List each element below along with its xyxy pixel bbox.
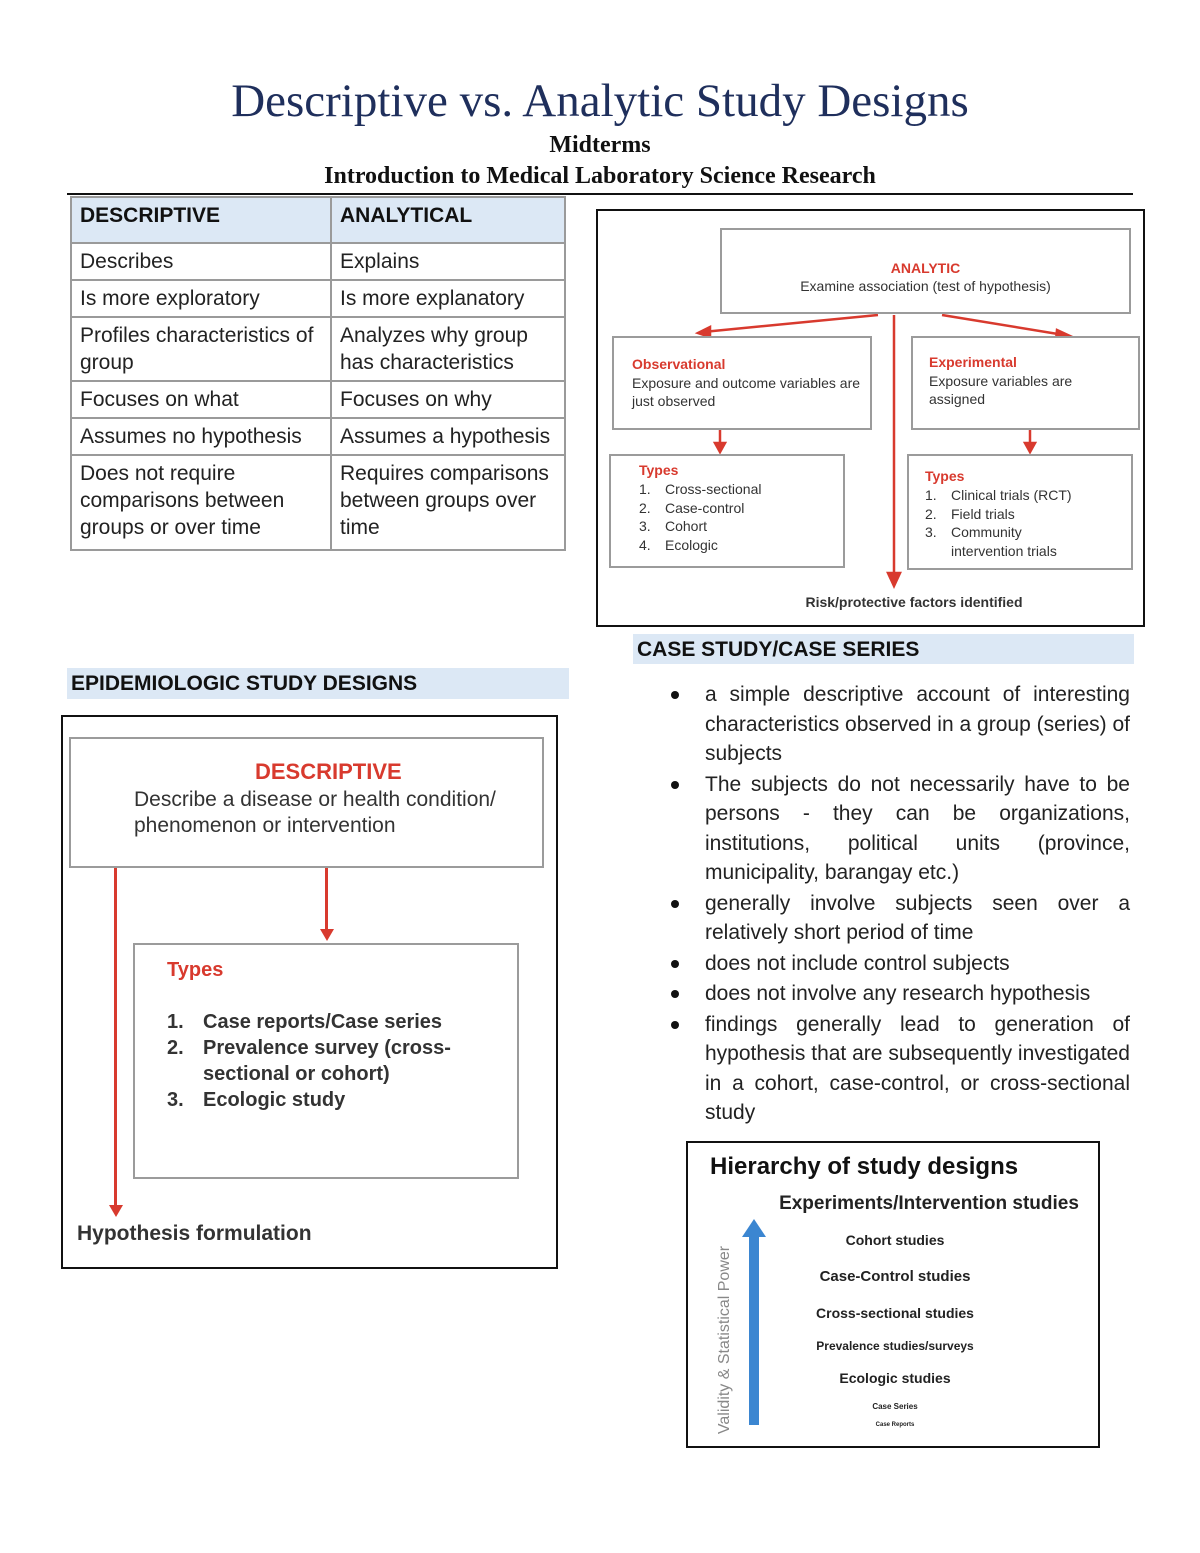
type-item: Prevalence survey (cross-sectional or cohort)	[203, 1037, 451, 1085]
hierarchy-diagram	[686, 1141, 1100, 1448]
list-item: 1. Cross-sectional	[639, 481, 762, 497]
table-cell: Does not require comparisons between groups or over time	[71, 455, 331, 550]
descriptive-types-list	[167, 1009, 507, 1113]
experimental-heading: Experimental	[929, 354, 1017, 370]
experimental-types-box	[907, 454, 1133, 570]
list-item	[668, 680, 1130, 769]
types-label: Types	[925, 468, 965, 484]
type-item: Case-control	[665, 499, 745, 516]
list-item: 3. Community intervention trials	[925, 523, 1121, 560]
table-row	[71, 243, 565, 280]
arrow-up-icon	[742, 1219, 766, 1237]
case-study-list	[668, 680, 1130, 1129]
table-cell: Analyzes why group has characteristics	[331, 317, 565, 381]
hierarchy-title: Hierarchy of study designs	[710, 1153, 1019, 1180]
bullet-text: The subjects do not necessarily have to be persons - they can be organizations, institutions, political units (province, municipality, barangay etc.)	[705, 772, 1130, 884]
list-item: 1. Clinical trials (RCT)	[925, 487, 1072, 503]
list-item	[167, 1035, 507, 1087]
risk-factors-label: Risk/protective factors identified	[805, 594, 1023, 610]
type-item: Cohort	[665, 518, 708, 534]
course-title: Introduction to Medical Laboratory Science Research	[324, 163, 876, 189]
hierarchy-level: Prevalence studies/surveys	[816, 1339, 974, 1353]
analytic-top-box	[720, 228, 1131, 314]
list-item	[167, 1087, 507, 1113]
list-item	[668, 1010, 1130, 1128]
analytic-diagram	[596, 209, 1145, 627]
observational-box	[612, 336, 872, 430]
hierarchy-level: Cohort studies	[845, 1232, 945, 1248]
experimental-types-list	[925, 486, 1121, 560]
table-row	[71, 455, 565, 550]
section-heading-epidemiologic: EPIDEMIOLOGIC STUDY DESIGNS	[67, 668, 569, 699]
observational-heading: Observational	[632, 356, 726, 372]
table-header-row	[71, 197, 565, 243]
type-item: Community intervention trials	[951, 524, 1057, 559]
descriptive-top-box	[69, 737, 544, 868]
table-cell: Assumes no hypothesis	[71, 418, 331, 455]
arrow-down-icon	[109, 1205, 123, 1217]
table-cell: Profiles characteristics of group	[71, 317, 331, 381]
hierarchy-level: Case Reports	[875, 1422, 915, 1428]
list-item: 2. Case-control	[639, 499, 745, 516]
types-label: Types	[167, 959, 224, 981]
bullet-text: does not involve any research hypothesis	[705, 982, 1091, 1005]
table-cell: Focuses on what	[71, 381, 331, 418]
descriptive-heading: DESCRIPTIVE	[255, 759, 402, 784]
section-heading-case-study: CASE STUDY/CASE SERIES	[633, 634, 1134, 664]
type-item: Case reports/Case series	[203, 1011, 443, 1033]
bullet-icon	[671, 1021, 679, 1029]
experimental-box	[911, 336, 1140, 430]
observational-types-box	[609, 454, 845, 568]
arrow-line	[114, 868, 117, 1208]
descriptive-diagram	[61, 715, 558, 1269]
hierarchy-level: Cross-sectional studies	[816, 1305, 974, 1321]
list-item: 3. Cohort	[639, 518, 708, 534]
bullet-text: findings generally lead to generation of hypothesis that are subsequently investigated in a cohort, case-control, or cross-sectional study	[705, 1012, 1130, 1124]
table-row	[71, 418, 565, 455]
type-item: Field trials	[951, 505, 1015, 522]
list-item	[167, 1009, 507, 1035]
observational-types-list	[639, 480, 761, 554]
hierarchy-level: Case Series	[872, 1402, 918, 1411]
bullet-text: a simple descriptive account of interesting characteristics observed in a group (series) of subjects	[705, 683, 1130, 765]
bullet-text: generally involve subjects seen over a relatively short period of time	[705, 891, 1130, 944]
table-cell: Assumes a hypothesis	[331, 418, 565, 455]
table-cell: Requires comparisons between groups over time	[331, 455, 565, 550]
list-item	[668, 889, 1130, 948]
type-item: Ecologic	[665, 536, 718, 553]
bullet-icon	[671, 960, 679, 968]
table-cell: Is more explanatory	[331, 280, 565, 317]
arrow-shaft	[749, 1235, 759, 1425]
bullet-text: does not include control subjects	[705, 951, 1010, 975]
bullet-icon	[671, 990, 679, 998]
list-item	[668, 770, 1130, 888]
observational-description: Exposure and outcome variables are just observed	[632, 375, 861, 409]
descriptive-types-box	[133, 943, 519, 1179]
hierarchy-level: Case-Control studies	[819, 1268, 971, 1285]
bullet-icon	[671, 781, 679, 789]
list-item: 2. Field trials	[925, 505, 1015, 522]
page-title: Descriptive vs. Analytic Study Designs	[231, 75, 969, 127]
hierarchy-level: Experiments/Intervention studies	[779, 1193, 1079, 1214]
arrow-down-icon	[320, 929, 334, 941]
page-subtitle: Midterms	[549, 132, 651, 158]
experimental-description: Exposure variables are assigned	[929, 373, 1073, 407]
list-item	[668, 979, 1130, 1009]
bullet-icon	[671, 691, 679, 699]
list-item	[668, 949, 1130, 979]
list-number: 1.	[167, 1011, 184, 1033]
list-number: 2.	[167, 1037, 184, 1059]
header-divider	[67, 193, 1133, 195]
type-item: Clinical trials (RCT)	[951, 487, 1072, 503]
hierarchy-axis-label: Validity & Statistical Power	[716, 1245, 733, 1435]
table-cell: Describes	[71, 243, 331, 280]
table-row	[71, 381, 565, 418]
table-cell: Focuses on why	[331, 381, 565, 418]
analytic-description: Examine association (test of hypothesis)	[800, 278, 1051, 294]
list-item: 4. Ecologic	[639, 536, 718, 553]
table-cell: Is more exploratory	[71, 280, 331, 317]
bullet-icon	[671, 900, 679, 908]
descriptive-description: Describe a disease or health condition/ phenomenon or intervention	[134, 788, 496, 837]
column-header-descriptive: DESCRIPTIVE	[71, 197, 331, 243]
hypothesis-formulation-label: Hypothesis formulation	[77, 1222, 312, 1245]
types-label: Types	[639, 462, 679, 478]
table-cell: Explains	[331, 243, 565, 280]
table-row	[71, 317, 565, 381]
hierarchy-level: Ecologic studies	[839, 1370, 951, 1386]
type-item: Cross-sectional	[665, 481, 762, 497]
list-number: 3.	[167, 1089, 184, 1111]
analytic-heading: ANALYTIC	[890, 260, 961, 276]
type-item: Ecologic study	[203, 1089, 346, 1111]
arrow-line	[325, 868, 328, 932]
column-header-analytical: ANALYTICAL	[331, 197, 565, 243]
table-row	[71, 280, 565, 317]
comparison-table	[70, 196, 566, 551]
